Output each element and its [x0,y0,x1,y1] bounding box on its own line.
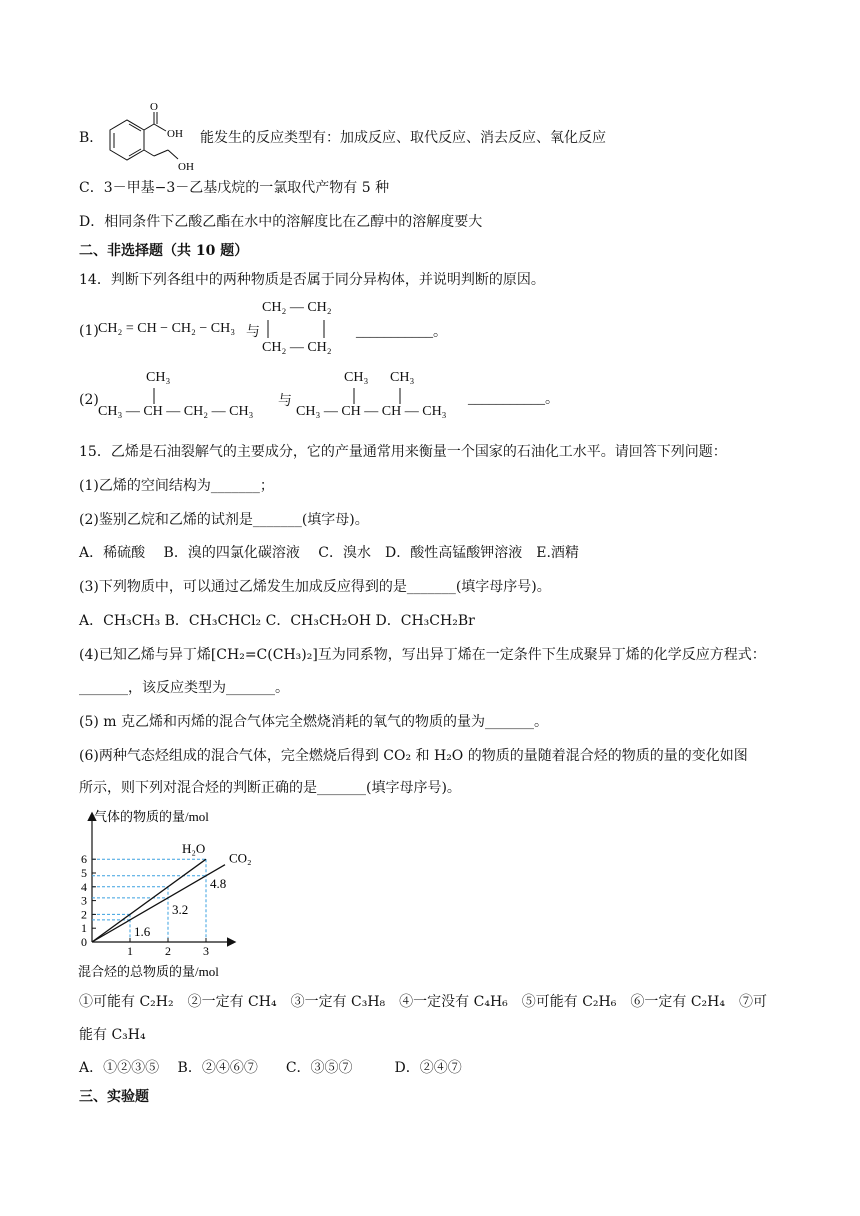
q15-sub3: (3)下列物质中，可以通过乙烯发生加成反应得到的是_______(填字母序号)。 [79,579,551,595]
co2-value-label: 1.6 [134,923,151,939]
but-1-ene-formula: CH₂ = CH − CH₂ − CH₃ [98,321,236,336]
q14-part2-blank: ___________。 [468,392,559,407]
y-tick-label: 2 [81,907,87,922]
y-tick-label: 0 [81,935,87,949]
series-label-h2o: H₂O [182,841,206,857]
and-word-1: 与 [246,325,260,340]
struct-oh-label-1: OH [167,128,183,140]
chart-xlabel: 混合烃的总物质的量/mol [78,964,219,979]
right-methyl-top-2: CH₃ [390,370,415,385]
struct-o-label: O [150,101,158,113]
co2-value-label: 3.2 [172,901,189,917]
judgement-line1: ①可能有 C₂H₂ ②一定有 CH₄ ③一定有 C₃H₈ ④一定没有 C₄H₆ ⑤可能有 C₂H₆ ⑥一定有 C₂H₄ ⑦可 [79,994,767,1010]
q15-sub2-options: A．稀硫酸 B．溴的四氯化碳溶液 C．溴水 D．酸性高锰酸钾溶液 E.酒精 [79,545,579,561]
y-tick-label: 4 [81,879,87,894]
gas-amount-chart [78,806,268,986]
q14-part2-label: (2) [79,392,99,408]
x-tick-label: 1 [127,944,133,958]
section-title-nonchoice: 二、非选择题（共 10 题） [79,243,249,259]
q14-part1-blank: ___________。 [356,325,447,340]
q14-part1-label: (1) [79,323,99,339]
hydroxyethyl-benzoic-acid-structure [98,100,204,174]
q15-sub5: (5) m 克乙烯和丙烯的混合气体完全燃烧消耗的氧气的物质的量为_______。 [79,714,549,730]
dimethylbutane-formula: CH₃ — CH — CH — CH₃ [296,404,447,419]
methylbutane-formula: CH₃ — CH — CH₂ — CH₃ [98,404,254,419]
q15-sub6-line2: 所示，则下列对混合烃的判断正确的是_______(填字母序号)。 [79,780,461,796]
cyclobutane-bonds [262,318,342,340]
x-tick-label: 3 [203,944,209,958]
y-tick-label: 5 [81,866,87,880]
judgement-line2: 能有 C₃H₄ [79,1027,146,1043]
series-line-co2 [92,865,225,942]
co2-value-label: 4.8 [210,875,227,891]
option-b-prefix: B． [79,130,104,146]
series-label-co2: CO₂ [229,850,252,866]
q13-option-c: C．3－甲基−3－乙基戊烷的一氯取代产物有 5 种 [79,180,390,196]
q15-sub6-choices: A．①②③⑤ B．②④⑥⑦ C．③⑤⑦ D．②④⑦ [79,1060,462,1076]
q15-stem: 15．乙烯是石油裂解气的主要成分，它的产量通常用来衡量一个国家的石油化工水平。请回答下列问题： [79,444,727,460]
option-b-text: 能发生的反应类型有：加成反应、取代反应、消去反应、氧化反应 [200,130,606,146]
chart-ylabel: 气体的物质的量/mol [94,809,209,824]
section-title-experiment: 三、实验题 [79,1089,149,1105]
cyclobutane-top: CH₂ — CH₂ [262,300,332,315]
right-branch-bonds [340,386,420,406]
q15-sub2: (2)鉴别乙烷和乙烯的试剂是_______(填字母)。 [79,512,369,528]
q15-sub6-line1: (6)两种气态烃组成的混合气体，完全燃烧后得到 CO₂ 和 H₂O 的物质的量随着混合烃的物质的量的变化如图 [79,748,748,764]
right-methyl-top-1: CH₃ [344,370,369,385]
struct-oh-label-2: OH [178,161,194,173]
cyclobutane-bottom: CH₂ — CH₂ [262,340,332,355]
q13-option-d: D．相同条件下乙酸乙酯在水中的溶解度比在乙醇中的溶解度要大 [79,214,483,230]
y-tick-label: 3 [81,893,87,908]
and-word-2: 与 [278,394,292,409]
q15-sub4-line2: _______，该反应类型为_______。 [79,680,289,696]
left-methyl-top: CH₃ [146,370,171,385]
left-branch-bond [140,386,170,406]
q15-sub4-line1: (4)已知乙烯与异丁烯[CH₂=C(CH₃)₂]互为同系物，写出异丁烯在一定条件下生成聚异丁烯的化学反应方程式： [79,647,766,663]
y-tick-label: 6 [81,852,87,867]
q14-stem: 14．判断下列各组中的两种物质是否属于同分异构体，并说明判断的原因。 [79,272,545,288]
y-tick-label: 1 [81,921,87,936]
x-tick-label: 2 [165,944,171,958]
q15-sub1: (1)乙烯的空间结构为_______； [79,478,274,494]
q15-sub3-options: A．CH₃CH₃ B．CH₃CHCl₂ C．CH₃CH₂OH D．CH₃CH₂Br [79,613,475,629]
